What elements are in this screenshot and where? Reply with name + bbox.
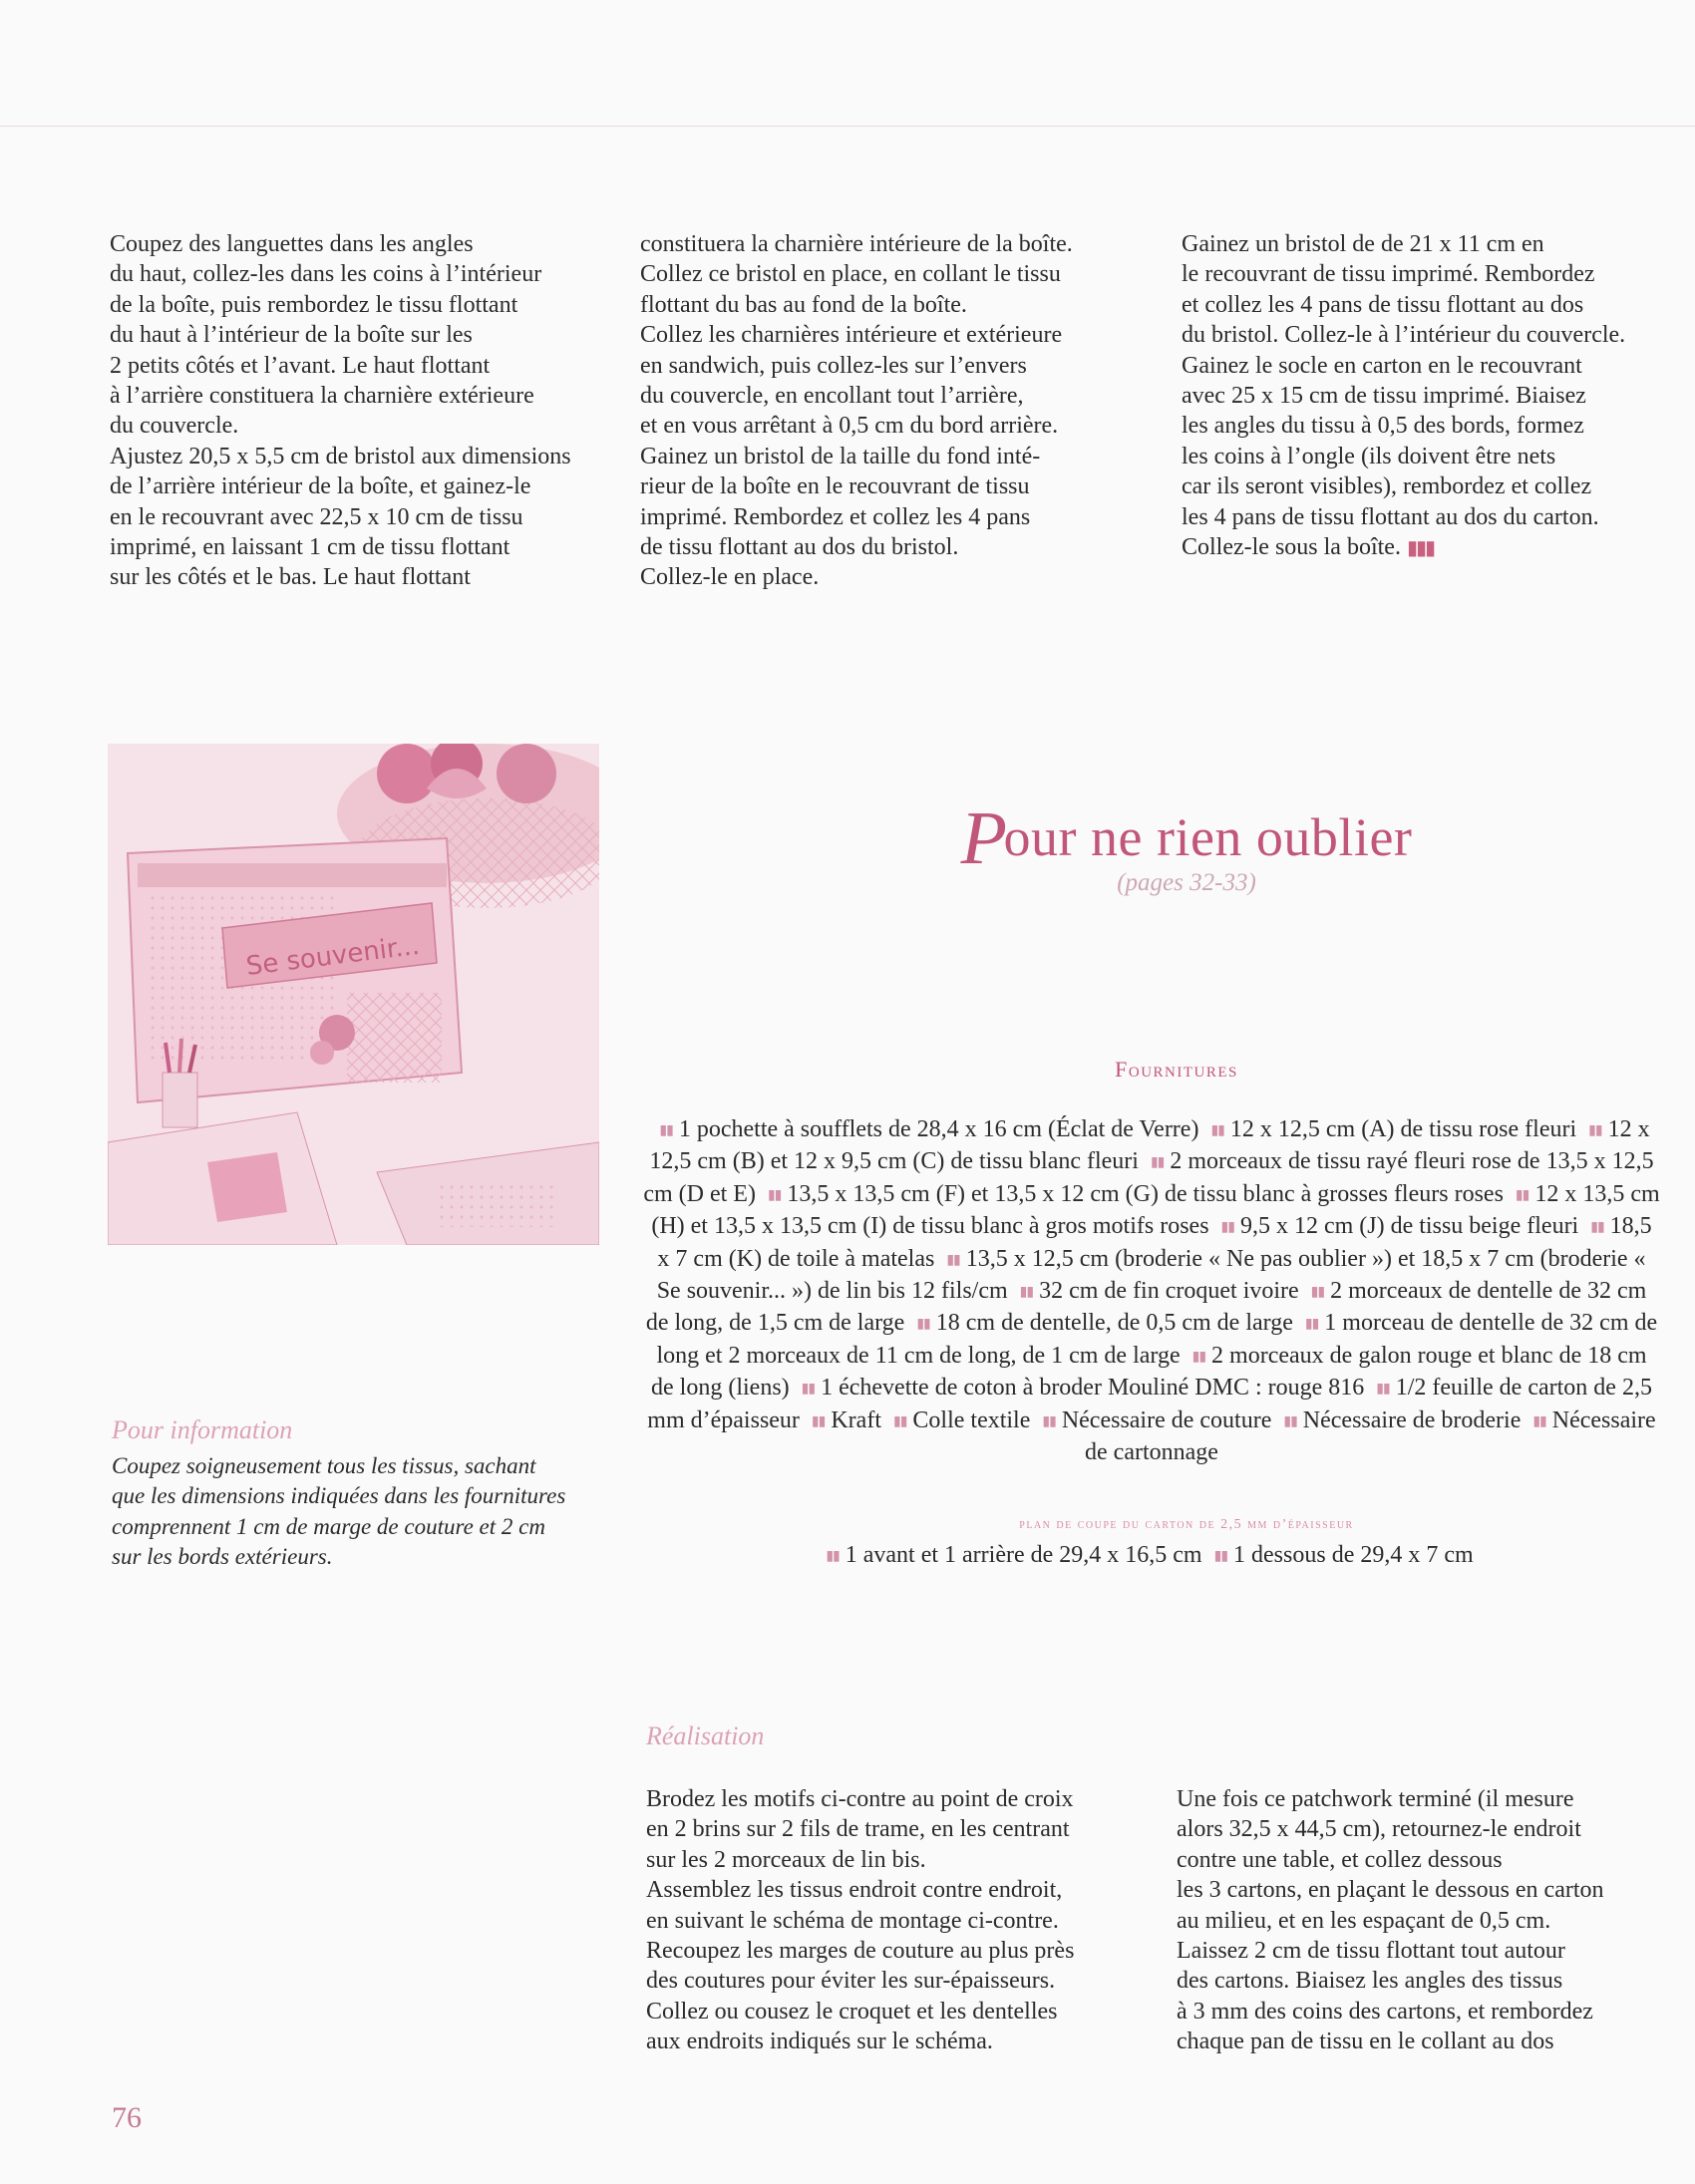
- bullet-icon: ▮▮: [1515, 1187, 1529, 1203]
- list-item: 1/2 feuille de carton de 2,5 mm d’épaisseur: [647, 1375, 1652, 1433]
- bullet-icon: ▮▮: [1213, 1549, 1228, 1564]
- bullet-icon: ▮▮: [1220, 1220, 1234, 1236]
- list-item: 12 x 13,5 cm (H) et 13,5 x 13,5 cm (I) de tissu blanc à gros motifs roses: [651, 1180, 1660, 1240]
- info-text: Coupez soigneusement tous les tissus, sachant que les dimensions indiquées dans les fournitures comprennent 1 cm de marge de couture et 2 cm sur les bords extérieurs.: [112, 1453, 566, 1570]
- section-title: [877, 787, 1496, 880]
- bullet-icon: ▮▮: [801, 1382, 816, 1398]
- text-column-2: constituera la charnière intérieure de la boîte. Collez ce bristol en place, en collant le tissu flottant du bas au fond de la boîte. Collez les charnières intérieure et extérieure en sandwich, puis collez-les sur l’envers du couvercle, en encollant tout l’arrière, et en vous arrêtant à 0,5 cm du bord arrière. Gainez un bristol de la taille du fond inté- rieur de la boîte en le recouvrant de tissu imprimé. Rembordez et collez les 4 pans de tissu flottant au dos du bristol. Collez-le en place.: [640, 231, 1073, 591]
- section-pages: (pages 32-33): [1117, 869, 1256, 896]
- info-heading: Pour information: [112, 1415, 293, 1444]
- list-item: 18 cm de dentelle, de 0,5 cm de large: [935, 1310, 1293, 1337]
- text-column-3-body: Gainez un bristol de de 21 x 11 cm en le recouvrant de tissu imprimé. Rembordez et collez les 4 pans de tissu flottant au dos du bristol. Collez-le à l’intérieur du couvercle. Gainez le socle en carton en le recouvrant avec 25 x 15 cm de tissu imprimé. Biaisez les angles du tissu à 0,5 des bords, formez les coins à l’ongle (ils doivent être nets car ils seront visibles), rembordez et collez les 4 pans de tissu flottant au dos du carton. Collez-le sous la boîte.: [1182, 231, 1626, 561]
- list-item: 2 morceaux de tissu rayé fleuri rose de 13,5 x 12,5 cm (D et E): [643, 1148, 1654, 1207]
- bullet-icon: ▮▮: [1042, 1413, 1056, 1429]
- list-item: 1 pochette à soufflets de 28,4 x 16 cm (Éclat de Verre): [678, 1116, 1199, 1142]
- list-item: 12 x 12,5 cm (B) et 12 x 9,5 cm (C) de tissu blanc fleuri: [649, 1116, 1650, 1175]
- list-item: 1 dessous de 29,4 x 7 cm: [1233, 1542, 1474, 1568]
- bullet-icon: ▮▮: [1283, 1413, 1297, 1429]
- bullet-icon: ▮▮: [1304, 1317, 1319, 1333]
- end-mark-icon: ▮▮▮: [1406, 537, 1434, 560]
- list-item: 32 cm de fin croquet ivoire: [1039, 1278, 1299, 1305]
- realisation-column-2: Une fois ce patchwork terminé (il mesure alors 32,5 x 44,5 cm), retournez-le endroit contre une table, et collez dessous les 3 cartons, en plaçant le dessous en carton au milieu, et en les espaçant de 0,5 cm. Laissez 2 cm de tissu flottant tout autour des cartons. Biaisez les angles des tissus à 3 mm des coins des cartons, et rembordez chaque pan de tissu en le collant au dos: [1177, 1786, 1604, 2055]
- bullet-icon: ▮▮: [1590, 1220, 1604, 1236]
- list-item: 1 avant et 1 arrière de 29,4 x 16,5 cm: [845, 1542, 1202, 1568]
- bullet-icon: ▮▮: [1019, 1285, 1034, 1301]
- text-column-3: [1182, 229, 1680, 563]
- list-item: Nécessaire de cartonnage: [1085, 1406, 1656, 1466]
- bullet-icon: ▮▮: [1532, 1413, 1546, 1429]
- bullet-icon: ▮▮: [811, 1413, 826, 1429]
- bullet-icon: ▮▮: [892, 1413, 907, 1429]
- list-item: 13,5 x 13,5 cm (F) et 13,5 x 12 cm (G) de tissu blanc à grosses fleurs roses: [787, 1180, 1504, 1207]
- list-item: 2 morceaux de galon rouge et blanc de 18 cm de long (liens): [651, 1342, 1647, 1402]
- realisation-heading: Réalisation: [646, 1721, 765, 1750]
- list-item: 13,5 x 12,5 cm (broderie « Ne pas oublier ») et 18,5 x 7 cm (broderie « Se souvenir... ») de lin bis 12 fils/cm: [656, 1245, 1646, 1305]
- bullet-icon: ▮▮: [1376, 1382, 1390, 1398]
- fournitures-heading: Fournitures: [1115, 1057, 1238, 1082]
- list-item: Colle textile: [912, 1406, 1031, 1433]
- bullet-icon: ▮▮: [767, 1187, 782, 1203]
- list-item: Nécessaire de couture: [1061, 1406, 1272, 1433]
- bullet-icon: ▮▮: [946, 1252, 960, 1268]
- section-title-initial: P: [960, 796, 1008, 880]
- realisation-column-1: Brodez les motifs ci-contre au point de croix en 2 brins sur 2 fils de trame, en les centrant sur les 2 morceaux de lin bis. Assemblez les tissus endroit contre endroit, en suivant le schéma de montage ci-contre. Recoupez les marges de couture au plus près des coutures pour éviter les sur-épaisseurs. Collez ou cousez le croquet et les dentelles aux endroits indiqués sur le schéma.: [646, 1786, 1075, 2055]
- plan-heading: plan de coupe du carton de 2,5 mm d’épaisseur: [1019, 1517, 1354, 1532]
- list-item: 18,5 x 7 cm (K) de toile à matelas: [657, 1213, 1652, 1272]
- list-item: 1 échevette de coton à broder Mouliné DMC : rouge 816: [821, 1375, 1365, 1402]
- page-number: 76: [112, 2101, 142, 2134]
- photo-embroidery-text: Se souvenir...: [244, 930, 422, 982]
- bullet-icon: ▮▮: [1210, 1123, 1224, 1138]
- bullet-icon: ▮▮: [659, 1123, 673, 1138]
- fournitures-list: [643, 1114, 1660, 1467]
- section-title-rest: our ne rien oublier: [1003, 807, 1413, 867]
- list-item: 9,5 x 12 cm (J) de tissu beige fleuri: [1239, 1213, 1579, 1240]
- list-item: 1 morceau de dentelle de 32 cm de long et 2 morceaux de 11 cm de long, de 1 cm de large: [656, 1310, 1658, 1369]
- bullet-icon: ▮▮: [1191, 1349, 1206, 1365]
- bullet-icon: ▮▮: [1150, 1155, 1165, 1171]
- list-item: Kraft: [831, 1406, 881, 1433]
- photo-embroidered-pochette: [108, 744, 599, 1245]
- plan-list: [698, 1540, 1595, 1572]
- bullet-icon: ▮▮: [916, 1317, 930, 1333]
- bullet-icon: ▮▮: [1310, 1285, 1325, 1301]
- list-item: Nécessaire de broderie: [1302, 1406, 1522, 1433]
- text-column-1: Coupez des languettes dans les angles du haut, collez-les dans les coins à l’intérieur de la boîte, puis rembordez le tissu flottant du haut à l’intérieur de la boîte sur les 2 petits côtés et l’avant. Le haut flottant à l’arrière constituera la charnière extérieure du couvercle. Ajustez 20,5 x 5,5 cm de bristol aux dimensions de l’arrière intérieur de la boîte, et gainez-le en le recouvrant avec 22,5 x 10 cm de tissu imprimé, en laissant 1 cm de tissu flottant sur les côtés et le bas. Le haut flottant: [110, 231, 571, 591]
- bullet-icon: ▮▮: [826, 1549, 840, 1564]
- list-item: 2 morceaux de dentelle de 32 cm de long, de 1,5 cm de large: [645, 1278, 1647, 1337]
- list-item: 12 x 12,5 cm (A) de tissu rose fleuri: [1229, 1116, 1577, 1142]
- page-top-rule: [0, 126, 1695, 127]
- bullet-icon: ▮▮: [1588, 1123, 1602, 1138]
